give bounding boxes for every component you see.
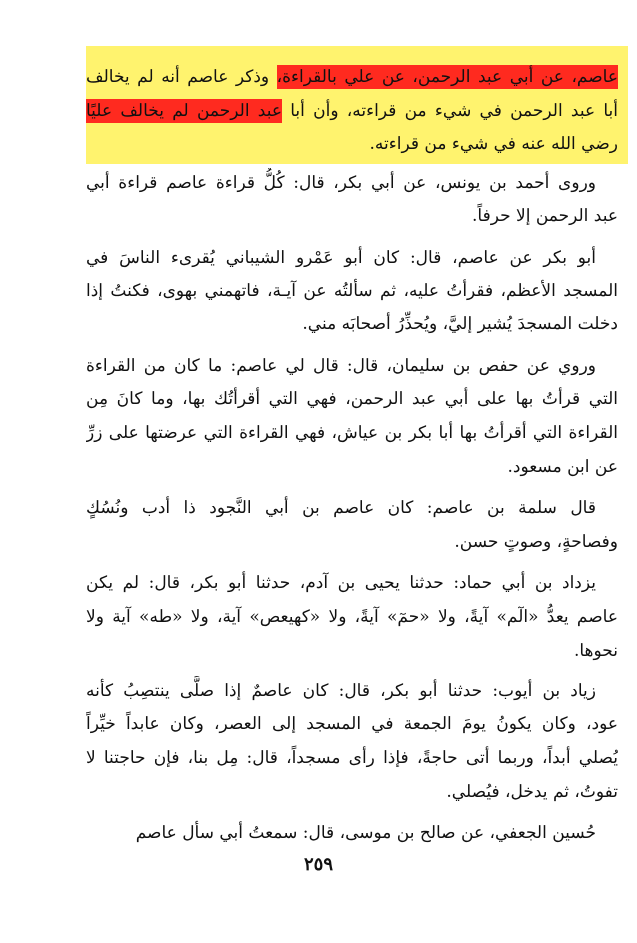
p3-line-3: القراءة التي أقرأتُ بها أبا بكر بن عياش، فهي القراءة التي عرضتها على زرِّ: [86, 423, 618, 443]
p4-line-2: وفصاحةٍ، وصوتٍ حسن.: [454, 532, 618, 552]
p7-line-1: حُسين الجعفي، عن صالح بن موسى، قال: سمعتُ أبي سأل عاصم: [135, 823, 596, 843]
p3-line-1: وروي عن حفص بن سليمان، قال: قال لي عاصم: ما كان من القراءة: [86, 356, 596, 376]
red-highlight-span-1: عاصم، عن أبي عبد الرحمن، عن علي بالقراءة،: [276, 67, 618, 87]
p4-line-1: قال سلمة بن عاصم: كان عاصم بن أبي النَّجود ذا أدب ونُسُكٍ: [86, 498, 596, 518]
p5-line-3: نحوها.: [573, 641, 618, 661]
page-number: ٢٥٩: [303, 854, 333, 875]
p6-line-1: زياد بن أيوب: حدثنا أبو بكر، قال: كان عاصمٌ إذا صلَّى ينتصِبُ كأنه: [86, 681, 596, 701]
p5-line-1: يزداد بن أبي حماد: حدثنا يحيى بن آدم، حدثنا أبو بكر، قال: لم يكن: [86, 573, 596, 593]
p6-line-4: تفوتُ، ثم يدخل، فيُصلي.: [446, 782, 618, 802]
p1-line-2: عبد الرحمن إلا حرفاً.: [472, 206, 618, 226]
p3-line-4: عن ابن مسعود.: [507, 457, 618, 477]
p2-line-2: المسجد الأعظم، فقرأتُ عليه، ثم سألتُه عن آيـة، فاتهمني بهوى، فكنتُ إذا: [86, 281, 618, 301]
p5-line-2: عاصم يعدُّ «الٓم» آيةً، ولا «حمٓ» آيةً، ولا «كهيعص» آية، ولا «طه» آية ولا: [86, 607, 618, 627]
p2-line-1: أبو بكر عن عاصم، قال: كان أبو عَمْرو الشيباني يُقرىء الناسَ في: [86, 248, 596, 268]
p1-line-1: وروى أحمد بن يونس، عن أبي بكر، قال: كُلُّ قراءة عاصم قراءة أبي: [86, 173, 596, 193]
highlight-line-3: رضي الله عنه في شيء من قراءته.: [369, 134, 618, 154]
highlight-line-2-rest: أبا عبد الرحمن في شيء من قراءته، وأن أبا: [282, 101, 618, 121]
highlight-line-1-rest: وذكر عاصم أنه لم يخالف: [86, 67, 277, 87]
p3-line-2: التي قرأتُ بها على أبي عبد الرحمن، فهي التي أقرأتُك بها، وما كانَ مِن: [86, 389, 618, 409]
highlight-line-2: [86, 96, 618, 126]
p2-line-3: دخلت المسجدَ يُشير إليَّ، ويُحذِّرُ أصحابَه مني.: [302, 314, 618, 334]
p6-line-3: يُصلي أبداً، وربما أتى حاجةً، فإذا رأى مسجداً، قال: مِل بنا، فإن حاجتنا لا: [86, 748, 618, 768]
p6-line-2: عود، وكان يكونُ يومَ الجمعة في المسجد إلى العصر، وكان عابداً خيِّراً: [86, 714, 618, 734]
red-highlight-span-2: عبد الرحمن لم يخالف عليًا: [86, 101, 282, 121]
highlight-line-1: [86, 62, 618, 92]
